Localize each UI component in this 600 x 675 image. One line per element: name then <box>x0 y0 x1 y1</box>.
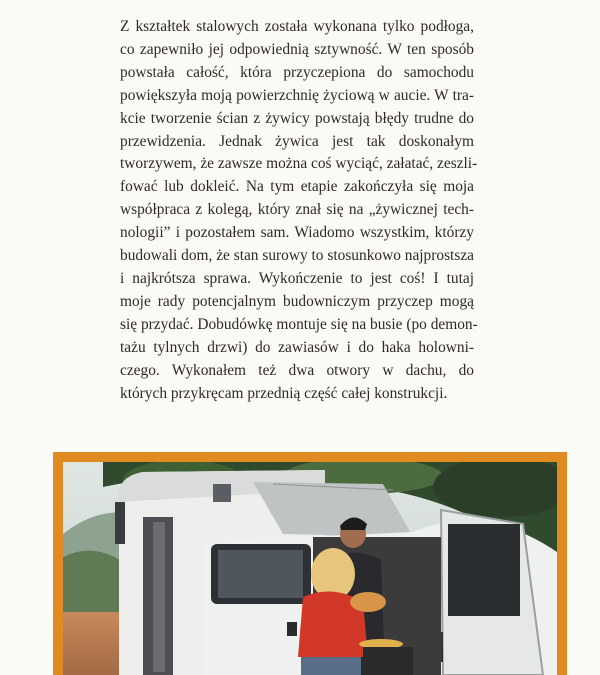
text-line: powiększyła moją powierzchnię życiową w aucie. W tra- <box>120 86 474 104</box>
camper-van-photo <box>63 462 557 675</box>
text-line: kcie tworzenie ścian z żywicy powstają błędy trudne do <box>120 109 474 127</box>
text-line: nologii” i pozostałem sam. Wiadomo wszystkim, którzy <box>120 224 474 242</box>
text-line: tażu tylnych drzwi) do zawiasów i do haka holowni- <box>120 338 474 356</box>
photo-illustration <box>63 462 557 675</box>
text-line: czego. Wykonałem też dwa otwory w dachu, do <box>120 361 474 379</box>
text-line: i najkrótsza sprawa. Wykończenie to jest coś! I tutaj <box>120 269 474 287</box>
text-line: przewidzenia. Jednak żywica jest tak doskonałym <box>120 132 474 150</box>
text-line: współpraca z kolegą, który znał się na „żywicznej tech- <box>120 201 474 219</box>
article-text <box>120 16 478 405</box>
text-line: Z kształtek stalowych została wykonana tylko podłoga, <box>120 18 474 35</box>
text-line: się przydać. Dobudówkę montuje się na busie (po demon- <box>120 315 478 333</box>
text-line: powstała całość, która przyczepiona do samochodu <box>120 63 474 81</box>
text-line: których przykręcam przednią część całej konstrukcji. <box>120 384 448 402</box>
photo-frame <box>53 452 567 675</box>
text-line: co zapewniło jej odpowiednią sztywność. W ten sposób <box>120 40 474 58</box>
text-line: fować lub dokleić. Na tym etapie zakończyła się moja <box>120 178 474 196</box>
text-line: budowali dom, że stan surowy to stosunkowo najprostsza <box>120 247 474 265</box>
text-line: tworzywem, że zawsze można coś wyciąć, załatać, zeszli- <box>120 155 478 173</box>
text-line: moje rady potencjalnym budowniczym przyczep mogą <box>120 292 474 310</box>
